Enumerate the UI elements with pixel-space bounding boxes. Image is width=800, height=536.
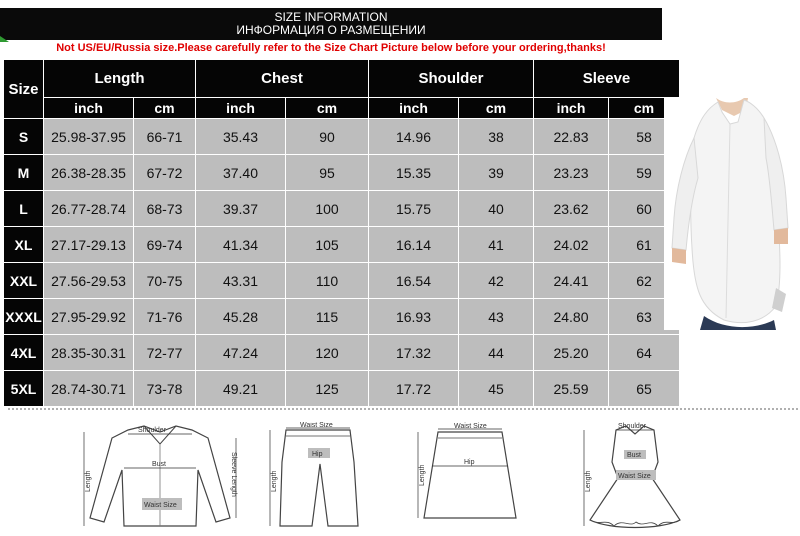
group-header-chest: Chest	[196, 60, 369, 98]
unit-header: cm	[609, 98, 680, 119]
table-cell: 95	[286, 155, 369, 191]
title-russian: ИНФОРМАЦИЯ О РАЗМЕЩЕНИИ	[236, 23, 426, 37]
shirt-measurement-diagram	[80, 422, 240, 534]
table-cell: 71-76	[134, 299, 196, 335]
table-cell: 17.32	[369, 335, 459, 371]
shirt-shoulder-label: Shoulder	[138, 427, 167, 434]
table-cell: 41	[459, 227, 534, 263]
table-cell: 38	[459, 119, 534, 155]
group-header-shoulder: Shoulder	[369, 60, 534, 98]
table-cell: 90	[286, 119, 369, 155]
size-label: L	[4, 191, 44, 227]
table-cell: 42	[459, 263, 534, 299]
shirt-sleeve-label: Sleeve Length	[230, 452, 237, 497]
shirt-length-label: Length	[85, 470, 92, 492]
table-cell: 110	[286, 263, 369, 299]
dress-waist-label: Waist Size	[618, 473, 651, 480]
table-cell: 115	[286, 299, 369, 335]
size-label: XXL	[4, 263, 44, 299]
size-label: 4XL	[4, 335, 44, 371]
size-chart-table	[3, 59, 680, 407]
table-cell: 120	[286, 335, 369, 371]
table-cell: 39	[459, 155, 534, 191]
table-cell: 15.35	[369, 155, 459, 191]
table-cell: 17.72	[369, 371, 459, 407]
size-label: XL	[4, 227, 44, 263]
size-label: S	[4, 119, 44, 155]
unit-header: inch	[196, 98, 286, 119]
table-cell: 49.21	[196, 371, 286, 407]
table-row	[4, 299, 680, 335]
unit-header: inch	[369, 98, 459, 119]
pants-measurement-diagram	[258, 422, 368, 534]
table-cell: 43.31	[196, 263, 286, 299]
table-cell: 24.80	[534, 299, 609, 335]
skirt-waist-label: Waist Size	[454, 423, 487, 430]
table-cell: 125	[286, 371, 369, 407]
table-cell: 37.40	[196, 155, 286, 191]
pants-waist-label: Waist Size	[300, 422, 333, 429]
table-cell: 28.74-30.71	[44, 371, 134, 407]
dress-shoulder-label: Shoulder	[618, 423, 647, 430]
size-label: XXXL	[4, 299, 44, 335]
table-row	[4, 335, 680, 371]
table-cell: 26.77-28.74	[44, 191, 134, 227]
table-cell: 73-78	[134, 371, 196, 407]
table-cell: 64	[609, 335, 680, 371]
table-row	[4, 155, 680, 191]
table-cell: 24.02	[534, 227, 609, 263]
table-cell: 67-72	[134, 155, 196, 191]
unit-header: cm	[459, 98, 534, 119]
table-cell: 24.41	[534, 263, 609, 299]
table-cell: 35.43	[196, 119, 286, 155]
dress-length-label: Length	[585, 470, 592, 492]
table-header-row	[4, 60, 680, 98]
shirt-bust-label: Bust	[152, 461, 167, 468]
table-cell: 23.23	[534, 155, 609, 191]
table-cell: 72-77	[134, 335, 196, 371]
section-divider	[8, 408, 798, 410]
table-cell: 25.98-37.95	[44, 119, 134, 155]
pants-length-label: Length	[271, 470, 278, 492]
table-cell: 100	[286, 191, 369, 227]
table-cell: 44	[459, 335, 534, 371]
table-cell: 63	[609, 299, 680, 335]
size-information-header	[0, 8, 662, 40]
title-english: SIZE INFORMATION	[274, 10, 388, 24]
table-cell: 14.96	[369, 119, 459, 155]
table-cell: 47.24	[196, 335, 286, 371]
table-row	[4, 263, 680, 299]
table-cell: 40	[459, 191, 534, 227]
product-photo-white-blouse	[664, 98, 796, 330]
table-cell: 41.34	[196, 227, 286, 263]
table-cell: 58	[609, 119, 680, 155]
dress-measurement-diagram	[580, 422, 690, 534]
table-cell: 27.95-29.92	[44, 299, 134, 335]
table-cell: 26.38-28.35	[44, 155, 134, 191]
unit-header: cm	[134, 98, 196, 119]
table-cell: 62	[609, 263, 680, 299]
pants-hip-label: Hip	[312, 451, 323, 458]
table-cell: 39.37	[196, 191, 286, 227]
table-cell: 69-74	[134, 227, 196, 263]
unit-header: inch	[44, 98, 134, 119]
table-cell: 45	[459, 371, 534, 407]
unit-header: inch	[534, 98, 609, 119]
table-cell: 15.75	[369, 191, 459, 227]
table-cell: 22.83	[534, 119, 609, 155]
size-column-header: Size	[4, 60, 44, 119]
table-cell: 61	[609, 227, 680, 263]
table-cell: 43	[459, 299, 534, 335]
table-cell: 65	[609, 371, 680, 407]
size-label: M	[4, 155, 44, 191]
unit-header: cm	[286, 98, 369, 119]
table-cell: 16.93	[369, 299, 459, 335]
skirt-hip-label: Hip	[464, 459, 475, 466]
table-row	[4, 119, 680, 155]
table-row	[4, 371, 680, 407]
size-notice: Not US/EU/Russia size.Please carefully refer to the Size Chart Picture below before your ordering,thanks!	[56, 42, 606, 54]
table-cell: 27.56-29.53	[44, 263, 134, 299]
table-cell: 25.59	[534, 371, 609, 407]
shirt-waist-label: Waist Size	[144, 502, 177, 509]
table-cell: 60	[609, 191, 680, 227]
table-cell: 16.14	[369, 227, 459, 263]
group-header-length: Length	[44, 60, 196, 98]
dress-bust-label: Bust	[627, 452, 642, 459]
group-header-sleeve: Sleeve	[534, 60, 680, 98]
table-cell: 27.17-29.13	[44, 227, 134, 263]
table-cell: 23.62	[534, 191, 609, 227]
table-cell: 25.20	[534, 335, 609, 371]
table-cell: 66-71	[134, 119, 196, 155]
table-row	[4, 191, 680, 227]
skirt-length-label: Length	[419, 464, 426, 486]
table-cell: 45.28	[196, 299, 286, 335]
skirt-measurement-diagram	[410, 422, 530, 534]
table-cell: 68-73	[134, 191, 196, 227]
table-cell: 16.54	[369, 263, 459, 299]
table-cell: 59	[609, 155, 680, 191]
table-row	[4, 227, 680, 263]
table-cell: 28.35-30.31	[44, 335, 134, 371]
table-unit-row	[4, 98, 680, 119]
table-cell: 70-75	[134, 263, 196, 299]
size-label: 5XL	[4, 371, 44, 407]
table-cell: 105	[286, 227, 369, 263]
